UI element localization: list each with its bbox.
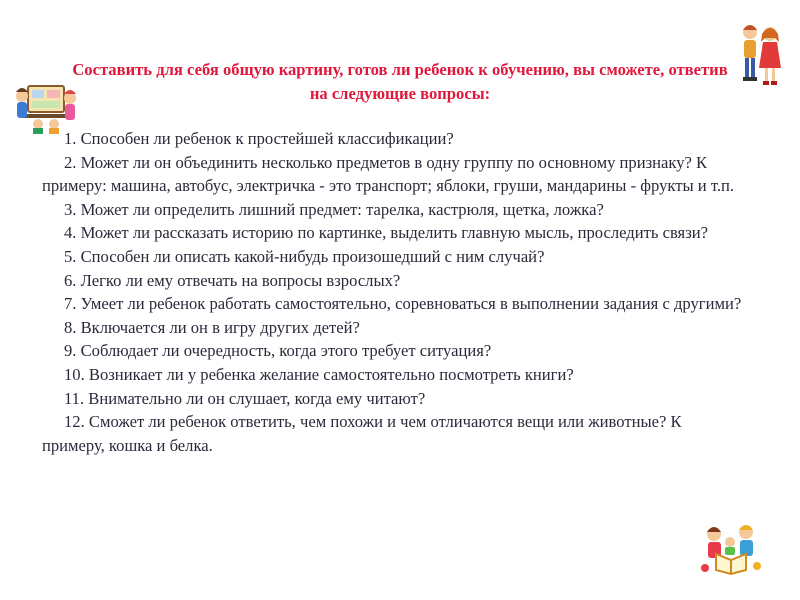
slide-title: Составить для себя общую картину, готов ли ребенок к обучению, вы сможете, ответив на следующие вопросы: [72,60,728,103]
question-item-12: 12. Сможет ли ребенок ответить, чем похожи и чем отличаются вещи или животные? К примеру, кошка и белка. [42,412,682,455]
children-reading-book-icon [700,520,762,576]
children-with-board-icon [14,74,78,134]
question-list [42,127,742,457]
question-item-8: 8. Включается ли он в игру других детей? [64,317,360,337]
question-item-10: 10. Возникает ли у ребенка желание самостоятельно посмотреть книги? [64,364,574,384]
question-item-6: 6. Легко ли ему отвечать на вопросы взрослых? [64,270,401,290]
question-item-1: 1. Способен ли ребенок к простейшей классификации? [64,129,454,148]
question-item-3: 3. Может ли определить лишний предмет: тарелка, кастрюля, щетка, ложка? [64,199,604,219]
question-item-2: 2. Может ли он объединить несколько предметов в одну группу по основному признаку? К примеру: машина, автобус, электричка - это транспорт; яблоки, груши, мандарины - фрукты и т.п. [42,152,735,196]
question-item-11: 11. Внимательно ли он слушает, когда ему читают? [64,388,426,408]
question-item-9: 9. Соблюдает ли очередность, когда этого требует ситуация? [64,341,492,361]
boy-and-girl-icon [735,20,785,90]
question-item-5: 5. Способен ли описать какой-нибудь произошедший с ним случай? [64,246,545,266]
question-item-4: 4. Может ли рассказать историю по картинке, выделить главную мысль, проследить связи? [64,223,708,243]
question-item-7: 7. Умеет ли ребенок работать самостоятельно, соревноваться в выполнении задания с другими? [64,294,742,314]
